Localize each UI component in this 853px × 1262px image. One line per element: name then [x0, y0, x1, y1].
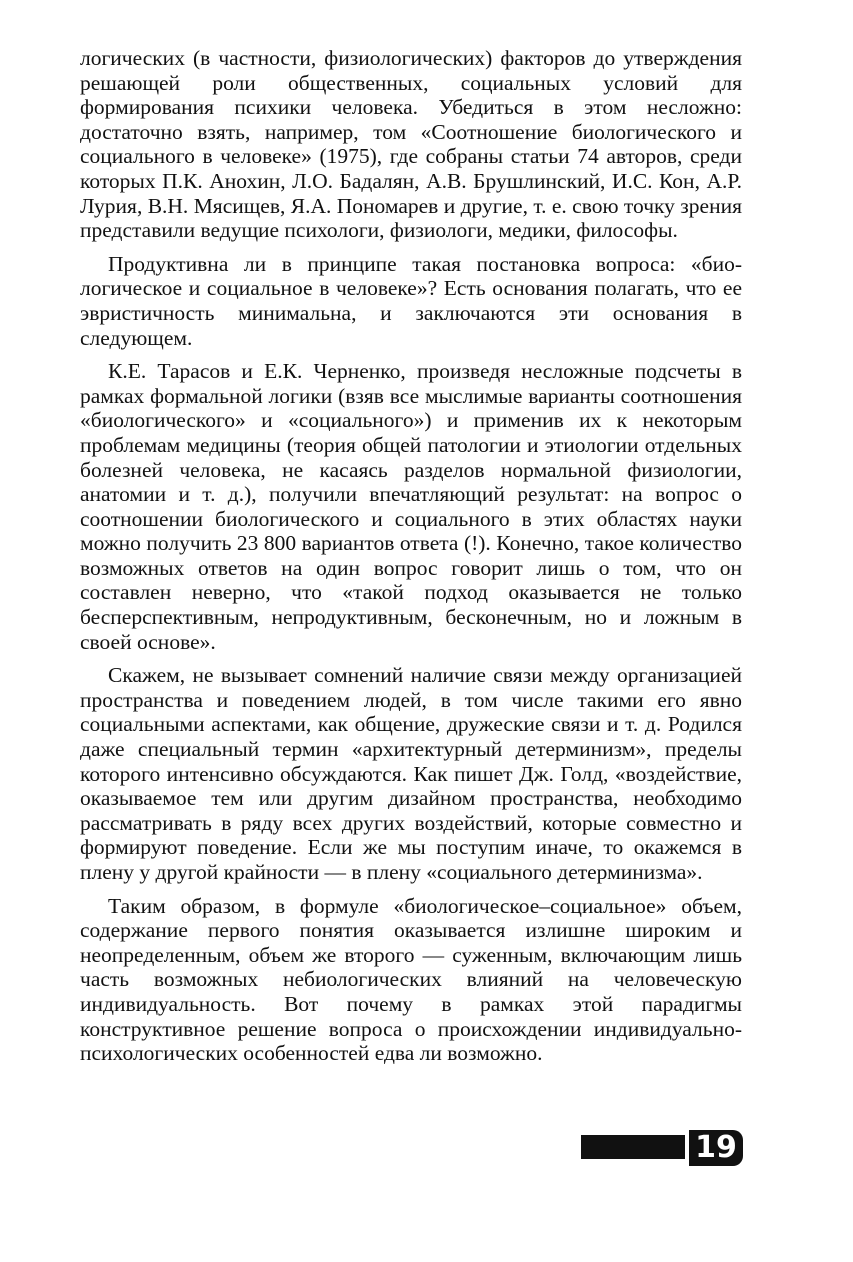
folio-decorative-bar [581, 1135, 685, 1159]
page-footer [581, 1130, 743, 1166]
page-body [80, 46, 742, 1075]
paragraph-question: Продуктивна ли в принципе такая постановка вопроса: «биологическое и социальное в человеке»? Есть основания полагать, что ее эвристичность минимальна, и заключаются эти основания в следующем. [80, 251, 742, 350]
paragraph-architectural-determinism: Скажем, не вызывает сомнений наличие связи между организацией пространства и поведением людей, в том числе такими его явно социальными аспектами, как общение, дружеские связи и т. д. Родился даже специальный термин «архитектурный детерминизм», пределы которого интенсивно обсуждаются. Как пишет Дж. Голд, «воздействие, оказываемое тем или другим дизайном пространства, необходимо рассматривать в ряду всех других воздействий, которые совместно и формируют поведение. Если же мы поступим иначе, то окажемся в плену у другой крайности — в плену «социального детерминизма». [80, 663, 742, 884]
page-number: 19 [689, 1130, 743, 1166]
paragraph-continuation: логических (в частности, физиологических) факторов до утверждения решающей роли общественных, социальных условий для формирования психики человека. Убедиться в этом несложно: достаточно взять, например, том «Соотношение биологического и социального в человеке» (1975), где собраны статьи 74 авторов, среди которых П.К. Анохин, Л.О. Бадалян, А.В. Брушлинский, И.С. Кон, А.Р. Лурия, В.Н. Мясищев, Я.А. Пономарев и другие, т. е. свою точку зрения представили ведущие психологи, физиологи, медики, философы. [80, 46, 742, 243]
paragraph-tarasov-chernenko: К.Е. Тарасов и Е.К. Черненко, произведя несложные подсчеты в рамках формальной логики (взяв все мыслимые варианты соотношения «биологического» и «социального») и применив их к некоторым проблемам медицины (теория общей патологии и этиологии отдельных болезней человека, не касаясь разделов нормальной физиологии, анатомии и т. д.), получили впечатляющий результат: на вопрос о соотношении биологического и социального в этих областях науки можно получить 23 800 вариантов ответа (!). Конечно, такое количество возможных ответов на один вопрос говорит лишь о том, что он составлен неверно, что «такой подход оказывается не только бесперспективным, непродуктивным, бесконечным, но и ложным в своей основе». [80, 359, 742, 654]
paragraph-conclusion: Таким образом, в формуле «биологическое–социальное» объем, содержание первого понятия оказывается излишне широким и неопределенным, объем же второго — суженным, включающим лишь часть возможных небиологических влияний на человеческую индивидуальность. Вот почему в рамках этой парадигмы конструктивное решение вопроса о происхождении индивидуально-психологических особенностей едва ли возможно. [80, 893, 742, 1066]
